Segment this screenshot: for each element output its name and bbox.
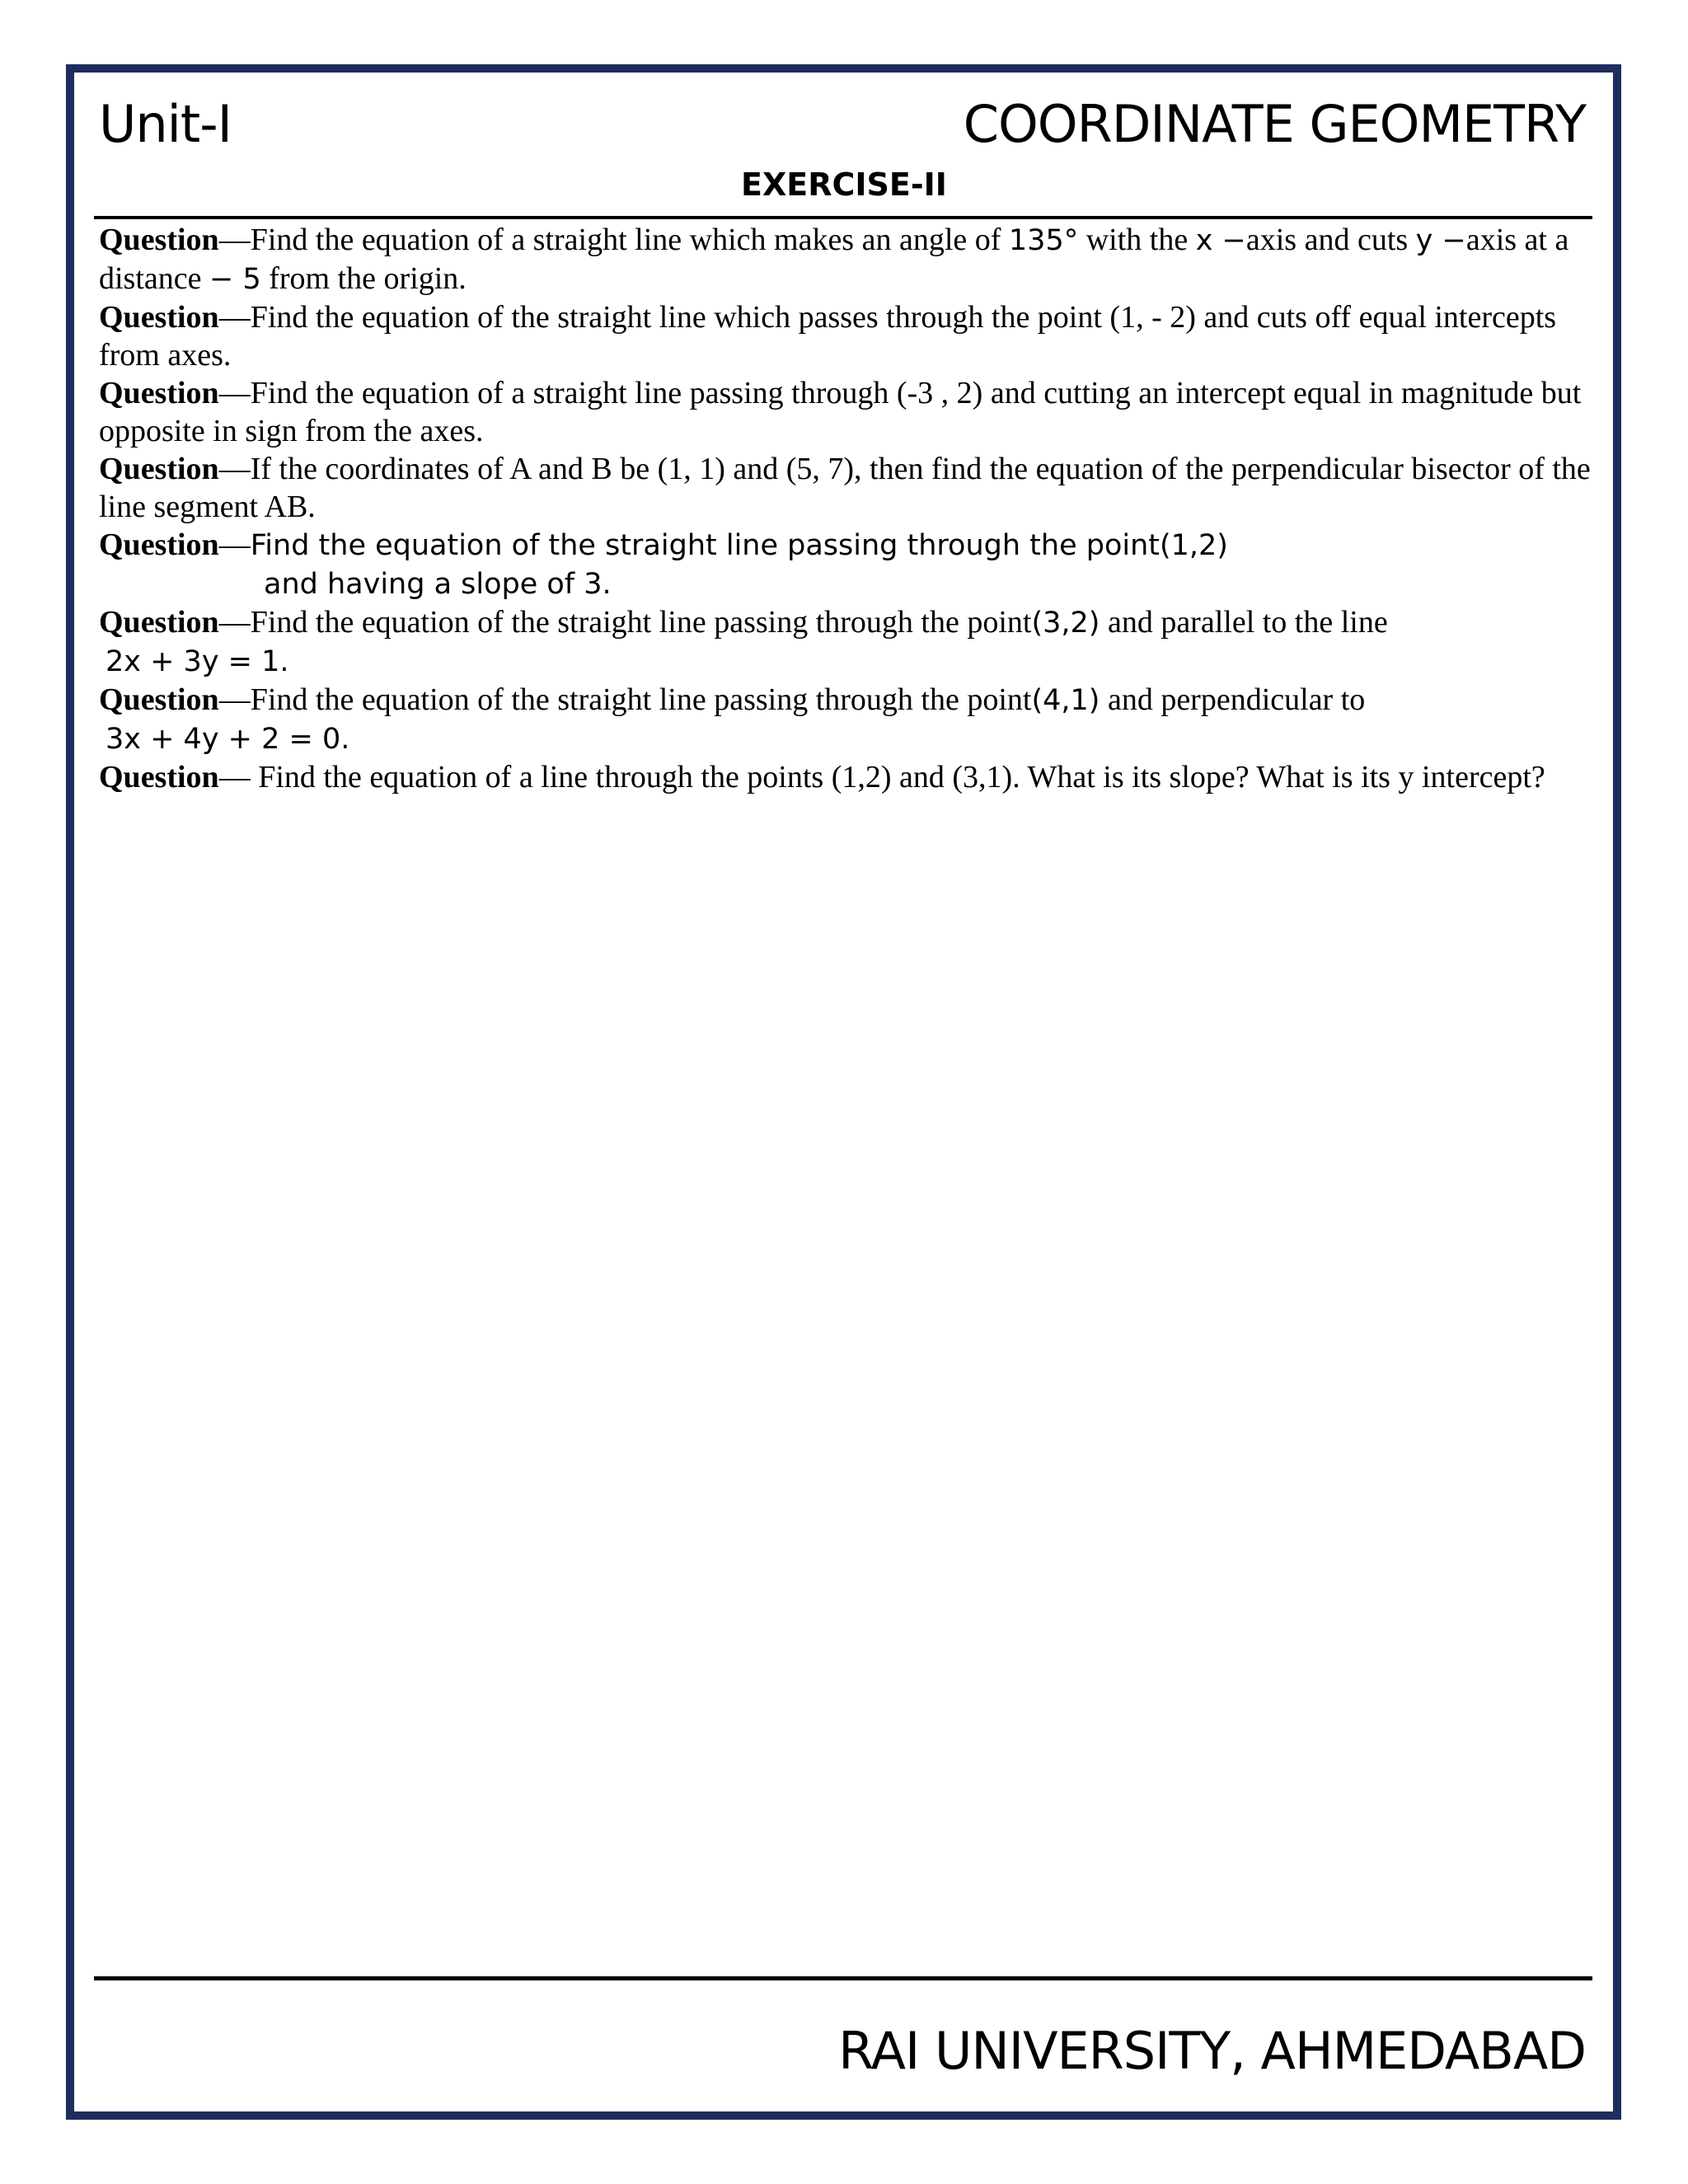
question-text: Find the equation of the straight line passing through the point <box>250 682 1032 717</box>
question-7 <box>99 681 1592 758</box>
question-dash: — <box>218 605 251 640</box>
question-dash: — <box>218 682 251 717</box>
question-dash: — <box>218 223 251 257</box>
question-label: Question <box>99 376 219 410</box>
institution-name: RAI UNIVERSITY, AHMEDABAD <box>838 2021 1586 2081</box>
question-text: from the origin. <box>260 261 467 296</box>
math-distance: − 5 <box>209 263 261 296</box>
question-3 <box>99 374 1592 450</box>
math-equation: 2x + 3y = 1. <box>106 645 289 678</box>
question-text: axis and cuts <box>1245 223 1416 257</box>
exercise-title: EXERCISE-II <box>741 166 947 203</box>
question-text: and parallel to the line <box>1100 605 1388 640</box>
unit-label: Unit-I <box>99 94 232 154</box>
question-label: Question <box>99 223 219 257</box>
question-dash: — <box>218 452 251 486</box>
question-text: axis at a distance <box>99 223 1569 296</box>
question-text: and perpendicular to <box>1100 682 1366 717</box>
question-8 <box>99 758 1592 796</box>
question-list <box>99 221 1592 796</box>
math-y-axis: y − <box>1415 224 1466 257</box>
math-point: (4,1) <box>1031 684 1100 717</box>
question-label: Question <box>99 300 219 335</box>
question-text: with the <box>1078 223 1196 257</box>
question-label: Question <box>99 527 219 562</box>
question-text: Find the equation of the straight line which passes through the point (1, - 2) and cuts off equal intercepts from axes. <box>99 300 1557 373</box>
math-x-axis: x − <box>1195 224 1246 257</box>
question-text: Find the equation of a straight line which makes an angle of <box>250 223 1009 257</box>
header-divider <box>94 216 1592 219</box>
question-1 <box>99 221 1592 298</box>
question-dash: — <box>218 300 251 335</box>
math-point: (3,2) <box>1031 607 1100 640</box>
math-equation: 3x + 4y + 2 = 0. <box>106 723 350 756</box>
question-text-continued: and having a slope of 3. <box>264 568 612 601</box>
question-2 <box>99 298 1592 374</box>
question-label: Question <box>99 452 219 486</box>
question-text: Find the equation of the straight line passing through the point(1,2) <box>250 529 1228 562</box>
question-dash: — <box>218 760 251 794</box>
question-text: If the coordinates of A and B be (1, 1) and (5, 7), then find the equation of the perpendicular bisector of the line segment AB. <box>99 452 1591 524</box>
math-angle: 135° <box>1008 224 1079 257</box>
footer-divider <box>94 1976 1592 1980</box>
question-label: Question <box>99 682 219 717</box>
question-dash: — <box>218 376 251 410</box>
question-4 <box>99 450 1592 526</box>
question-6 <box>99 603 1592 681</box>
subject-title: COORDINATE GEOMETRY <box>963 94 1586 154</box>
question-dash: — <box>218 527 251 562</box>
question-5 <box>99 526 1592 603</box>
question-label: Question <box>99 605 219 640</box>
question-label: Question <box>99 760 219 794</box>
question-text: Find the equation of the straight line passing through the point <box>250 605 1032 640</box>
question-text: Find the equation of a straight line passing through (-3 , 2) and cutting an intercept equal in magnitude but opposite in sign from the axes. <box>99 376 1582 448</box>
question-text: Find the equation of a line through the points (1,2) and (3,1). What is its slope? What is its y intercept? <box>250 760 1545 794</box>
